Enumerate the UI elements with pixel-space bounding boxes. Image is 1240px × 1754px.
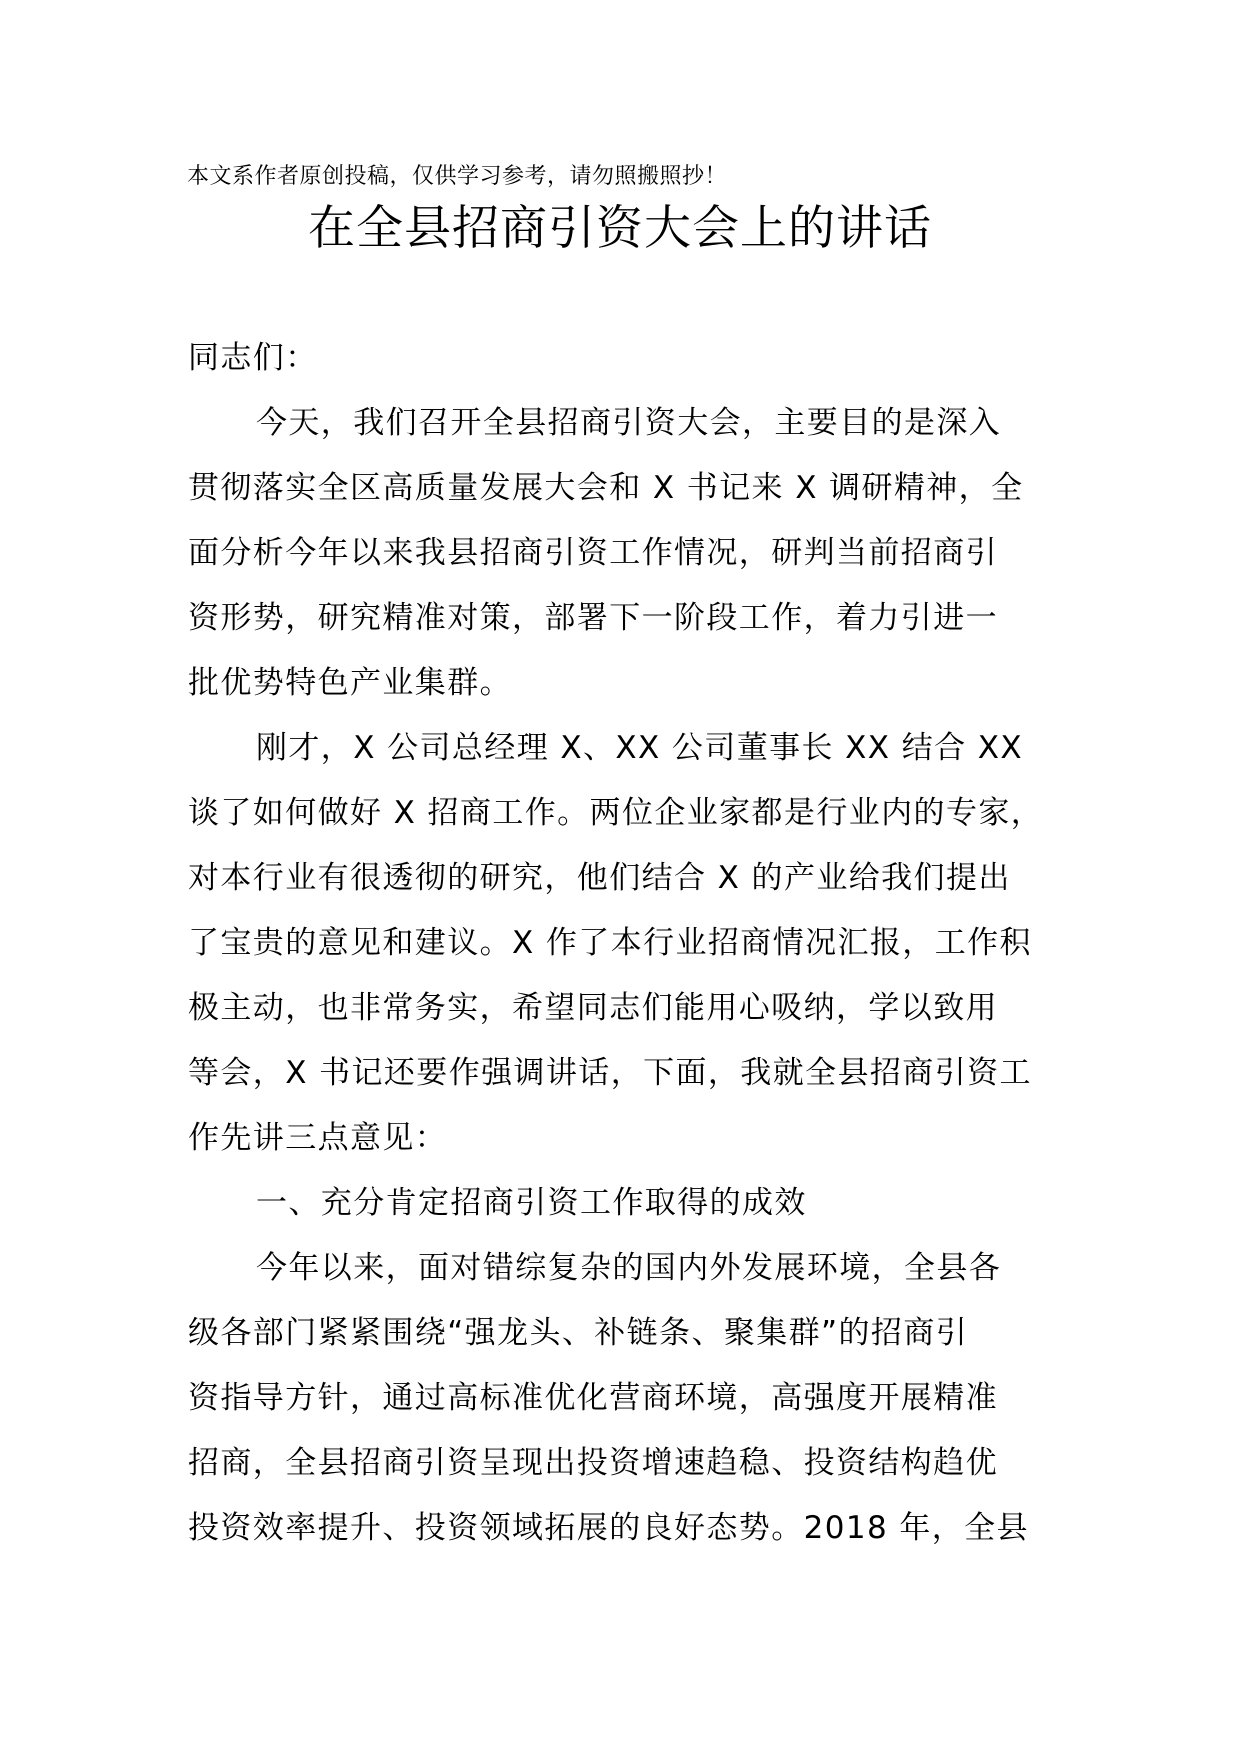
- page-title: 在全县招商引资大会上的讲话: [308, 201, 932, 256]
- text-line: 今天，我们召开全县招商引资大会，主要目的是深入: [256, 405, 1002, 441]
- text-line: 谈了如何做好 X 招商工作。两位企业家都是行业内的专家，: [188, 795, 1044, 831]
- text-line: 资形势，研究精准对策，部署下一阶段工作，着力引进一: [188, 600, 998, 636]
- text-line: 面分析今年以来我县招商引资工作情况，研判当前招商引: [188, 535, 998, 571]
- text-line: 等会，X 书记还要作强调讲话，下面，我就全县招商引资工: [188, 1055, 1032, 1091]
- text-line: 贯彻落实全区高质量发展大会和 X 书记来 X 调研精神，全: [188, 470, 1024, 506]
- text-line: 今年以来，面对错综复杂的国内外发展环境，全县各: [256, 1250, 1002, 1286]
- paragraph-achievements: [188, 1244, 1068, 1569]
- salutation: 同志们：: [188, 340, 318, 376]
- text-line: 作先讲三点意见：: [188, 1120, 448, 1156]
- section-heading-1: 一、充分肯定招商引资工作取得的成效: [256, 1185, 807, 1221]
- document-body: [188, 334, 1068, 1569]
- text-line: 招商，全县招商引资呈现出投资增速趋稳、投资结构趋优: [188, 1445, 998, 1481]
- text-line: 极主动，也非常务实，希望同志们能用心吸纳，学以致用: [188, 990, 998, 1026]
- paragraph-feedback: [188, 724, 1068, 1179]
- text-line: 资指导方针，通过高标准优化营商环境，高强度开展精准: [188, 1380, 998, 1416]
- paragraph-opening: [188, 399, 1068, 724]
- text-line: 投资效率提升、投资领域拓展的良好态势。2018 年，全县: [188, 1510, 1029, 1546]
- copyright-notice: 本文系作者原创投稿，仅供学习参考，请勿照搬照抄！: [187, 164, 728, 189]
- text-line: 了宝贵的意见和建议。X 作了本行业招商情况汇报，工作积: [188, 925, 1032, 961]
- text-line: 级各部门紧紧围绕“强龙头、补链条、聚集群”的招商引: [188, 1315, 969, 1351]
- text-line: 对本行业有很透彻的研究，他们结合 X 的产业给我们提出: [188, 860, 1011, 896]
- text-line: 批优势特色产业集群。: [188, 665, 512, 701]
- text-line: 刚才，X 公司总经理 X、XX 公司董事长 XX 结合 XX: [256, 730, 1024, 766]
